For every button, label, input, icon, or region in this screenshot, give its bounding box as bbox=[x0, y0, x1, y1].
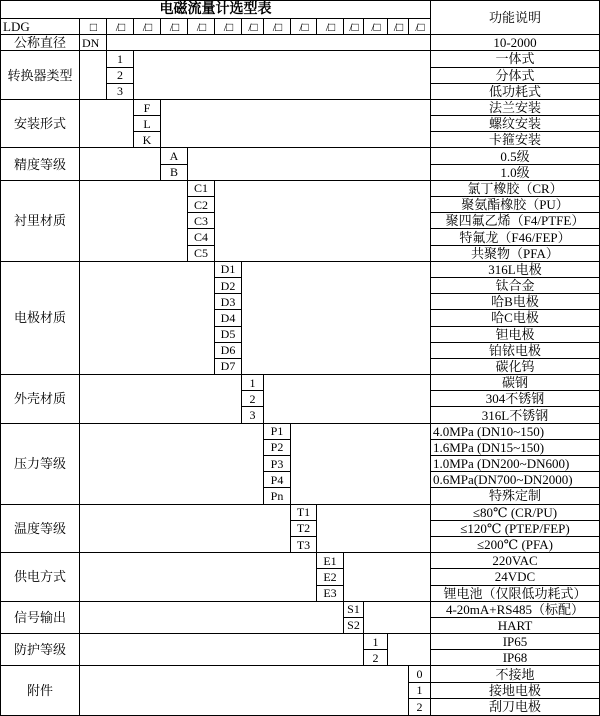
option-desc: HART bbox=[431, 618, 599, 634]
option-desc: 0.5级 bbox=[431, 148, 599, 164]
option-desc: 共聚物（PFA） bbox=[431, 246, 599, 262]
option-desc: 4.0MPa (DN10~150) bbox=[431, 424, 599, 440]
option-code: 2 bbox=[107, 68, 134, 84]
option-desc: 0.6MPa(DN700~DN2000) bbox=[431, 472, 599, 488]
option-code: E2 bbox=[317, 569, 344, 585]
option-desc: 聚四氟乙烯（F4/PTFE） bbox=[431, 213, 599, 229]
code-slot: /□ bbox=[291, 19, 317, 35]
option-desc: 316L不锈钢 bbox=[431, 407, 599, 423]
option-code: E3 bbox=[317, 586, 344, 602]
code-slot: /□ bbox=[107, 19, 134, 35]
section-label: 电极材质 bbox=[1, 262, 80, 375]
option-code: C3 bbox=[188, 213, 215, 229]
option-desc: 法兰安装 bbox=[431, 100, 599, 116]
empty-cell bbox=[134, 51, 431, 100]
option-code: Pn bbox=[264, 488, 291, 504]
option-desc: 220VAC bbox=[431, 553, 599, 569]
empty-cell bbox=[80, 634, 364, 666]
option-desc: 钽电极 bbox=[431, 327, 599, 343]
section-label: 压力等级 bbox=[1, 424, 80, 505]
option-desc: 低功耗式 bbox=[431, 84, 599, 100]
empty-cell bbox=[80, 181, 188, 262]
section-label: 公称直径 bbox=[1, 35, 80, 51]
empty-cell bbox=[317, 505, 431, 554]
option-desc: 哈B电极 bbox=[431, 294, 599, 310]
empty-cell bbox=[188, 148, 431, 180]
section-label: 安装形式 bbox=[1, 100, 80, 149]
model-code: LDG bbox=[1, 19, 80, 35]
empty-cell bbox=[80, 666, 409, 715]
option-desc: 分体式 bbox=[431, 68, 599, 84]
empty-cell bbox=[80, 51, 107, 100]
option-desc: 特氟龙（F46/FEP） bbox=[431, 229, 599, 245]
option-desc: IP65 bbox=[431, 634, 599, 650]
option-desc: 1.6MPa (DN15~150) bbox=[431, 440, 599, 456]
option-code: D4 bbox=[215, 310, 242, 326]
option-code: P4 bbox=[264, 472, 291, 488]
option-code: L bbox=[134, 116, 161, 132]
option-code: D5 bbox=[215, 327, 242, 343]
empty-cell bbox=[388, 634, 431, 666]
option-desc: 刮刀电极 bbox=[488, 699, 541, 715]
option-desc: ≤200℃ (PFA) bbox=[431, 537, 599, 553]
option-code: T3 bbox=[291, 537, 317, 553]
option-code: 3 bbox=[107, 84, 134, 100]
option-code: C1 bbox=[188, 181, 215, 197]
option-code: 1 bbox=[364, 634, 388, 650]
option-desc: 碳化钨 bbox=[431, 359, 599, 375]
option-desc: 碳钢 bbox=[431, 375, 599, 391]
empty-cell bbox=[80, 553, 317, 602]
option-desc: 哈C电极 bbox=[431, 310, 599, 326]
option-desc: 304不锈钢 bbox=[431, 391, 599, 407]
empty-cell bbox=[80, 100, 134, 149]
empty-cell bbox=[242, 262, 431, 375]
empty-cell bbox=[161, 100, 431, 149]
section-label: 衬里材质 bbox=[1, 181, 80, 262]
empty-cell bbox=[107, 35, 431, 51]
option-code: D7 bbox=[215, 359, 242, 375]
code-slot: /□ bbox=[161, 19, 188, 35]
option-desc: 钛合金 bbox=[431, 278, 599, 294]
section-label: 防护等级 bbox=[1, 634, 80, 666]
option-desc: 24VDC bbox=[431, 569, 599, 585]
option-code: P2 bbox=[264, 440, 291, 456]
option-desc: 氯丁橡胶（CR） bbox=[431, 181, 599, 197]
option-code: 3 bbox=[242, 407, 264, 423]
option-desc: ≤80℃ (CR/PU) bbox=[431, 505, 599, 521]
option-desc: 不接地 bbox=[431, 666, 599, 682]
option-code: E1 bbox=[317, 553, 344, 569]
code-slot: /□ bbox=[215, 19, 242, 35]
option-code: D1 bbox=[215, 262, 242, 278]
option-code: D3 bbox=[215, 294, 242, 310]
code-slot: /□ bbox=[242, 19, 264, 35]
option-desc: 4-20mA+RS485（标配） bbox=[431, 602, 599, 618]
option-code: D2 bbox=[215, 278, 242, 294]
option-code: 1 bbox=[409, 683, 431, 699]
option-code: T1 bbox=[291, 505, 317, 521]
option-desc: 螺纹安装 bbox=[431, 116, 599, 132]
option-desc: IP68 bbox=[431, 650, 599, 666]
empty-cell bbox=[80, 602, 344, 634]
option-desc: 10-2000 bbox=[431, 35, 599, 51]
option-desc: ≤120℃ (PTEP/FEP) bbox=[431, 521, 599, 537]
code-slot: /□ bbox=[364, 19, 388, 35]
code-slot: /□ bbox=[134, 19, 161, 35]
empty-cell bbox=[264, 375, 431, 424]
option-desc: 特殊定制 bbox=[431, 488, 599, 504]
code-slot: /□ bbox=[344, 19, 364, 35]
option-code: 1 bbox=[242, 375, 264, 391]
option-code: 2 bbox=[364, 650, 388, 666]
option-desc: 1.0MPa (DN200~DN600) bbox=[431, 456, 599, 472]
option-code: B bbox=[161, 165, 188, 181]
option-desc: 锂电池（仅限低功耗式） bbox=[431, 586, 599, 602]
option-code: C4 bbox=[188, 229, 215, 245]
empty-cell bbox=[80, 375, 242, 424]
code-slot: /□ bbox=[188, 19, 215, 35]
option-desc: 聚氨酯橡胶（PU） bbox=[431, 197, 599, 213]
option-code: C2 bbox=[188, 197, 215, 213]
section-label: 精度等级 bbox=[1, 148, 80, 180]
empty-cell bbox=[344, 553, 431, 602]
option-code: S1 bbox=[344, 602, 364, 618]
option-code: 2 bbox=[242, 391, 264, 407]
code-slot: /□ bbox=[409, 19, 431, 35]
option-desc: 接地电极 bbox=[431, 683, 599, 699]
option-code: P3 bbox=[264, 456, 291, 472]
option-code: F bbox=[134, 100, 161, 116]
option-desc: 卡箍安装 bbox=[431, 132, 599, 148]
option-desc: 铂铱电极 bbox=[431, 343, 599, 359]
section-label: 转换器类型 bbox=[1, 51, 80, 100]
empty-cell bbox=[80, 262, 215, 375]
option-code: S2 bbox=[344, 618, 364, 634]
option-code: 1 bbox=[107, 51, 134, 67]
code-slot: /□ bbox=[388, 19, 409, 35]
code-slot: /□ bbox=[264, 19, 291, 35]
option-code: P1 bbox=[264, 424, 291, 440]
function-header: 功能说明 bbox=[431, 1, 599, 35]
empty-cell bbox=[80, 505, 291, 554]
empty-cell bbox=[364, 602, 431, 634]
option-code: K bbox=[134, 132, 161, 148]
section-label: 温度等级 bbox=[1, 505, 80, 554]
option-code: A bbox=[161, 148, 188, 164]
code-slot: /□ bbox=[317, 19, 344, 35]
section-label: 供电方式 bbox=[1, 553, 80, 602]
option-desc: 一体式 bbox=[431, 51, 599, 67]
option-code: D6 bbox=[215, 343, 242, 359]
section-label: 附件 bbox=[1, 666, 80, 715]
option-code: 0 bbox=[409, 666, 431, 682]
option-desc: 1.0级 bbox=[431, 165, 599, 181]
code-box: □ bbox=[80, 19, 107, 35]
section-label: 外壳材质 bbox=[1, 375, 80, 424]
table-title: 电磁流量计选型表 bbox=[1, 1, 431, 19]
empty-cell bbox=[80, 148, 161, 180]
option-code: C5 bbox=[188, 246, 215, 262]
option-code: DN bbox=[80, 35, 107, 51]
empty-cell bbox=[80, 424, 264, 505]
option-desc: 316L电极 bbox=[431, 262, 599, 278]
option-code: T2 bbox=[291, 521, 317, 537]
empty-cell bbox=[215, 181, 431, 262]
empty-cell bbox=[291, 424, 431, 505]
option-code: 2 bbox=[409, 699, 431, 715]
section-label: 信号输出 bbox=[1, 602, 80, 634]
